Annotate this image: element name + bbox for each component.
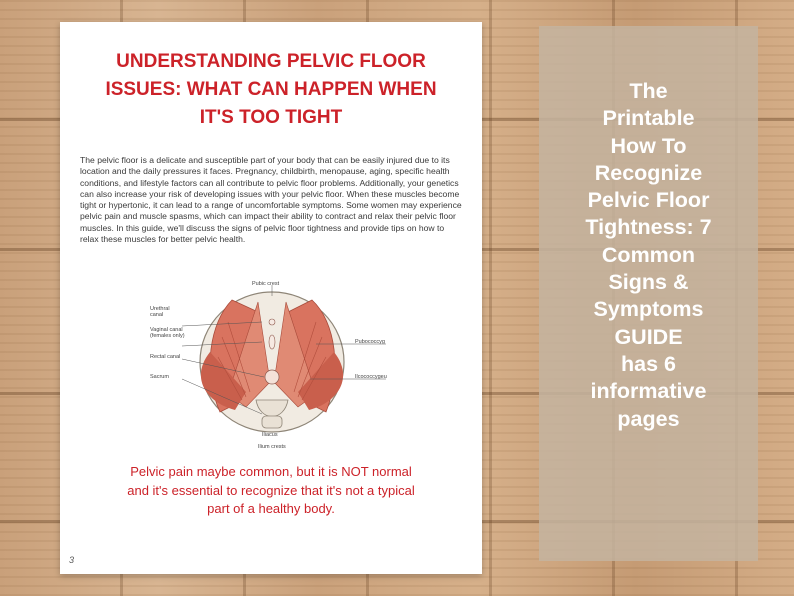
promo-line: Printable [602, 106, 695, 131]
title-line: IT'S TOO TIGHT [199, 107, 343, 128]
label-iliacus: Iliacus [262, 432, 278, 438]
promo-line: informative [590, 379, 707, 404]
callout-line: Pelvic pain maybe common, but it is NOT normal [130, 464, 412, 479]
promo-line: Common [601, 242, 696, 267]
promo-line: The [629, 79, 668, 103]
label-vaginal-canal: Vaginal canal (females only) [150, 327, 185, 339]
label-bottom: Ilium crests [258, 444, 286, 450]
promo-line: has 6 [621, 351, 676, 376]
promo-line: How To [610, 133, 687, 158]
promo-line: GUIDE [614, 324, 683, 349]
promo-line: Signs & [608, 270, 689, 295]
label-urethral-canal: Urethral canal [150, 306, 170, 318]
promo-line: Recognize [594, 160, 703, 185]
promo-line: Tightness: 7 [585, 215, 712, 240]
label-rectal-canal: Rectal canal [150, 354, 181, 360]
label-pubococcygeus: Pubococcyg [355, 339, 385, 345]
promo-panel [539, 26, 758, 561]
callout-text [100, 463, 442, 519]
intro-paragraph: The pelvic floor is a delicate and susceptible part of your body that can be easily injured due to its location and the daily pressures it faces. Pregnancy, childbirth, menopause, aging, specific health conditions, and lifestyle factors can all contribute to pelvic floor problems. Additionally, your genetics can also increase your risk of developing issues with your pelvic floor. When these muscles become tight or hypertonic, it can lead to a range of uncomfortable symptoms. Some women may experience pelvic pain and muscle spasms, which can impact their ability to contract and relax their pelvic floor muscles. In this guide, we'll discuss the signs of pelvic floor tightness and provide tips on how to relax these muscles for better pelvic health. [80, 155, 462, 245]
page-title [80, 48, 462, 132]
promo-line: Symptoms [593, 297, 704, 322]
pelvic-floor-illustration [150, 282, 390, 452]
label-iliococcygeus: Ilcococcygeu [355, 374, 387, 380]
promo-line: Pelvic Floor [587, 188, 710, 213]
callout-line: part of a healthy body. [207, 501, 335, 516]
pelvic-floor-diagram [150, 282, 390, 452]
callout-line: and it's essential to recognize that it's not a typical [127, 482, 415, 498]
promo-line: pages [617, 406, 680, 431]
promo-text [539, 78, 758, 433]
title-line: ISSUES: WHAT CAN HAPPEN WHEN [105, 79, 437, 100]
page-number: 3 [69, 555, 75, 565]
label-pubic-crest: Pubic crest [252, 281, 280, 287]
document-page [60, 22, 482, 574]
title-line: UNDERSTANDING PELVIC FLOOR [116, 51, 426, 72]
label-sacrum: Sacrum [150, 374, 169, 380]
